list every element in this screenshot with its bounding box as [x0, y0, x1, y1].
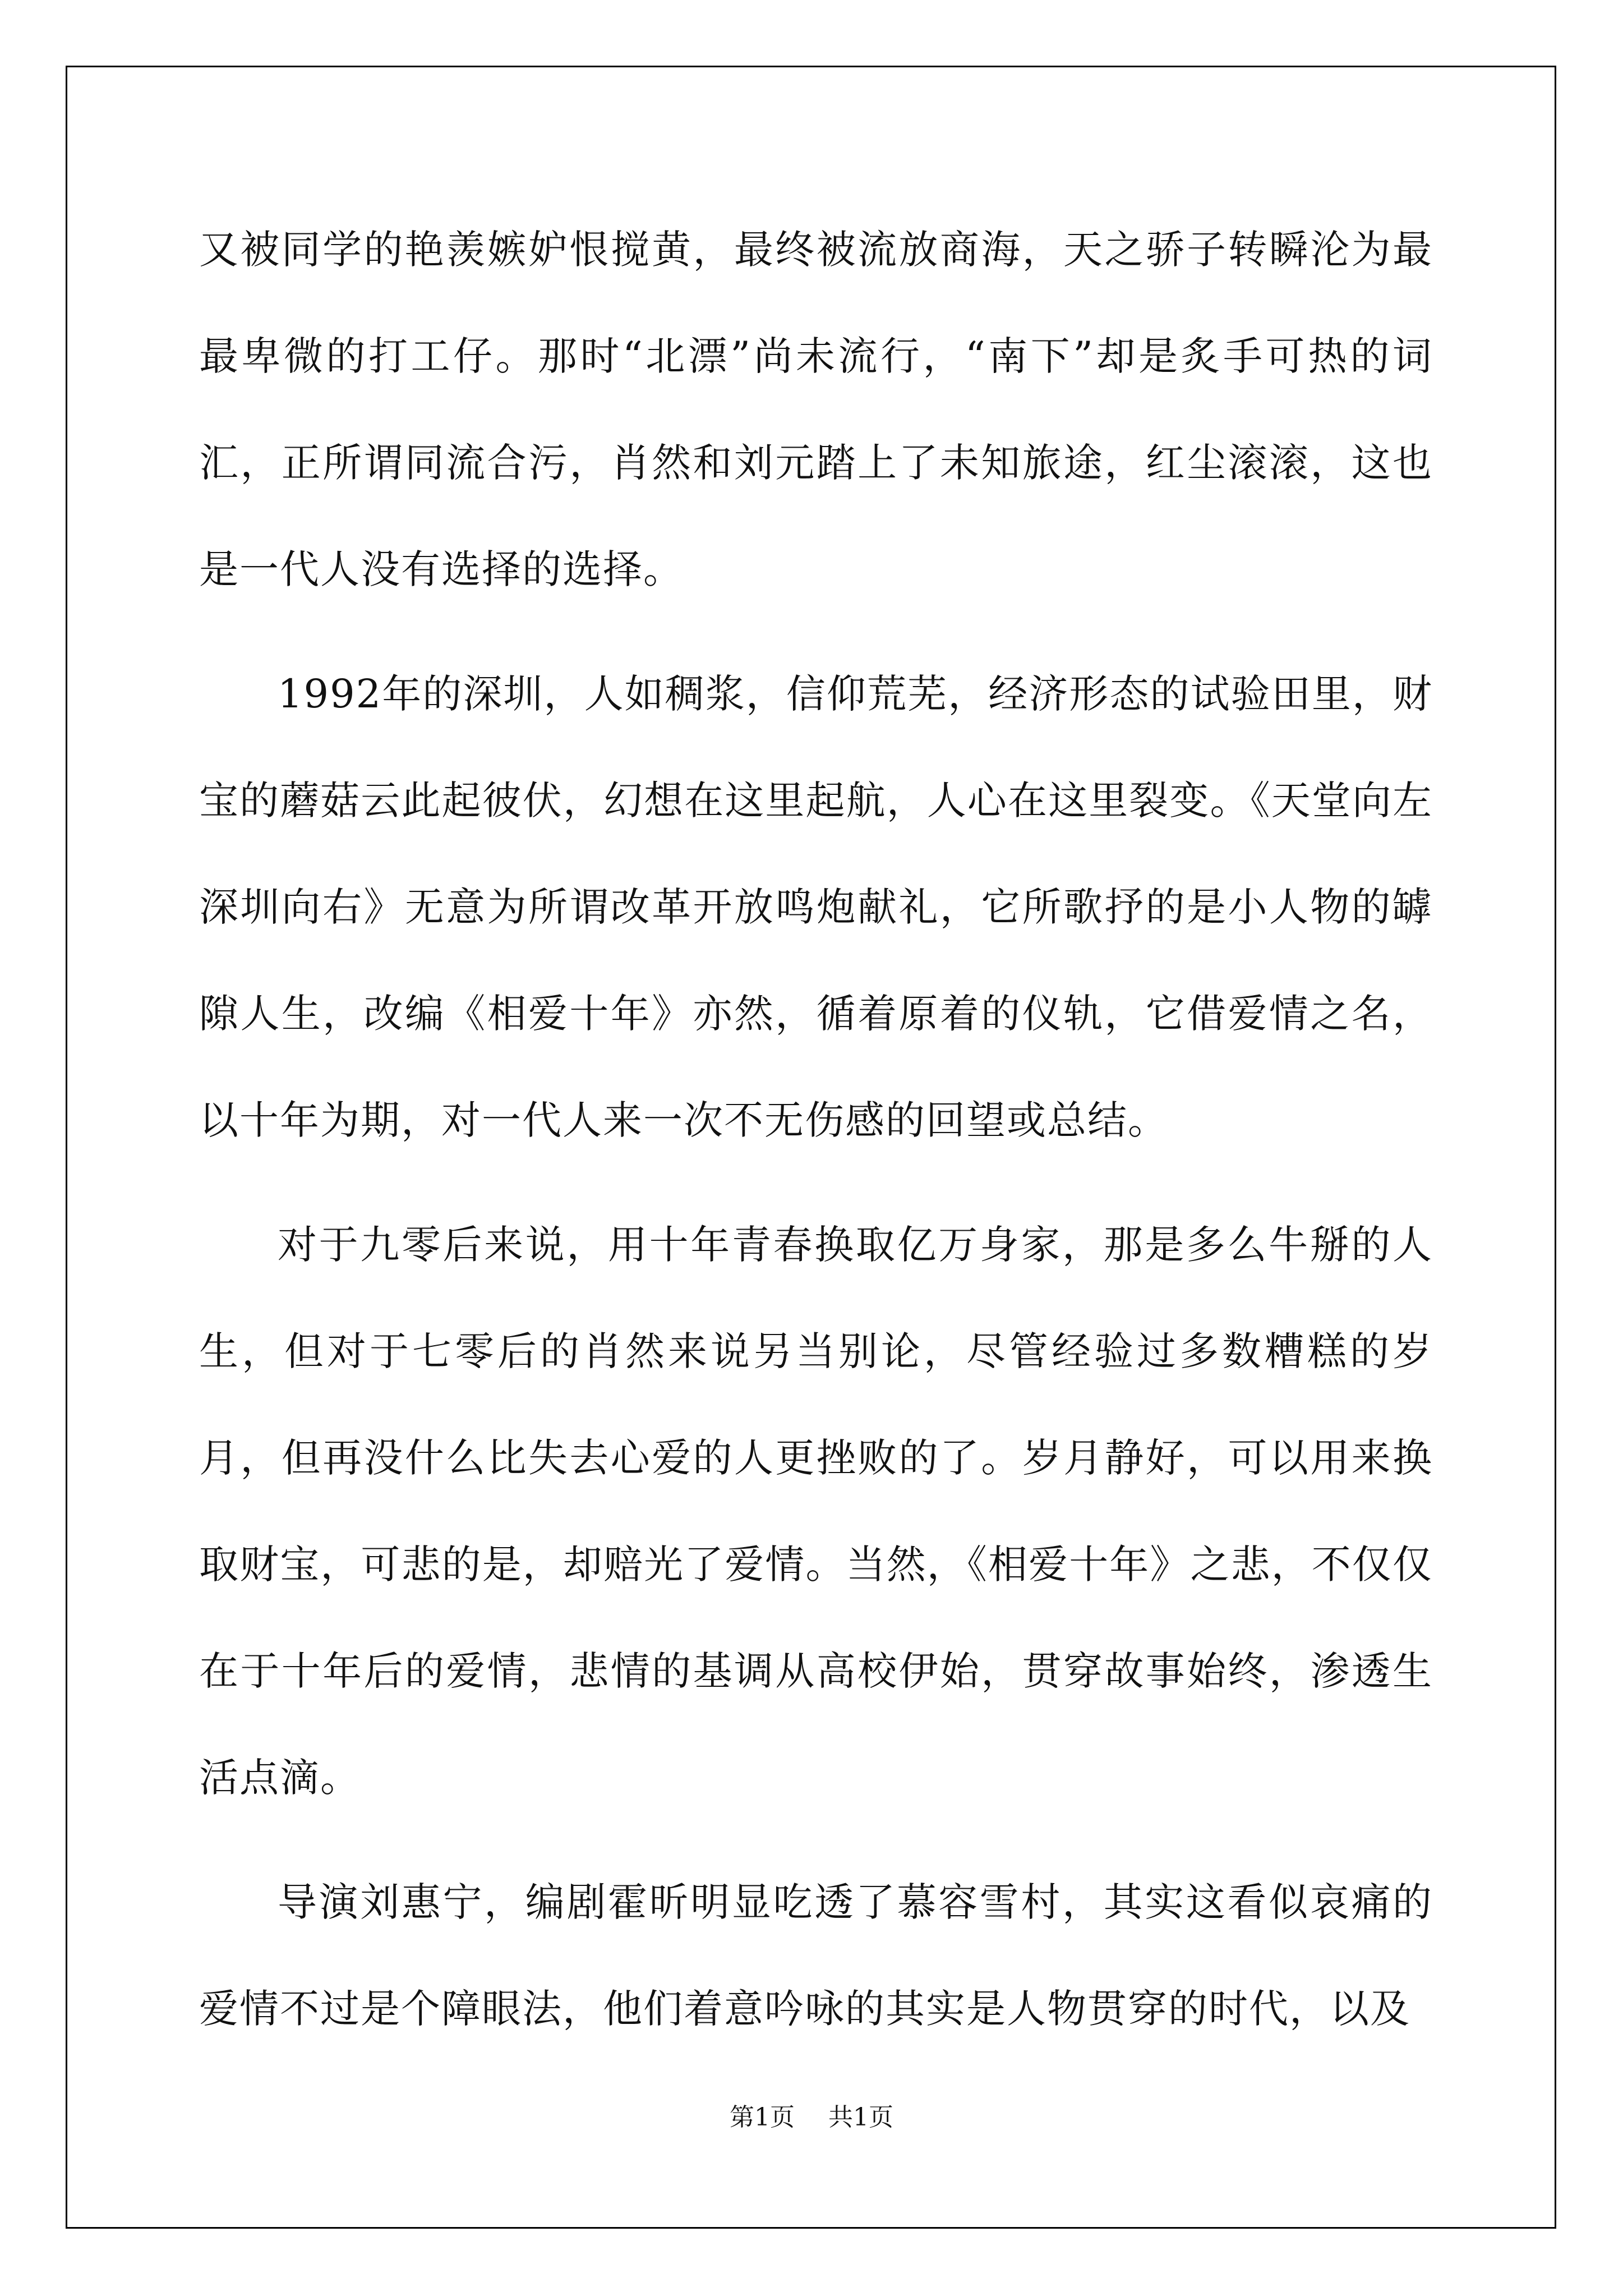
paragraph-4: 导演刘惠宁，编剧霍昕明显吃透了慕容雪村，其实这看似哀痛的爱情不过是个障眼法，他们着意吟咏的其实是人物贯穿的时代，以及: [199, 1879, 1433, 2032]
page-number: 第1页: [730, 2103, 795, 2132]
paragraph-1: 又被同学的艳羡嫉妒恨搅黄，最终被流放商海，天之骄子转瞬沦为最最卑微的打工仔。那时“北漂”尚未流行，“南下”却是炙手可热的词汇，正所谓同流合污，肖然和刘元踏上了未知旅途，红尘滚滚，这也是一代人没有选择的选择。: [199, 227, 1433, 592]
page-footer: [0, 2097, 1623, 2133]
paragraph-2: 1992年的深圳，人如稠浆，信仰荒芜，经济形态的试验田里，财宝的蘑菇云此起彼伏，幻想在这里起航，人心在这里裂变。《天堂向左深圳向右》无意为所谓改革开放鸣炮献礼，它所歌抒的是小人物的罅隙人生，改编《相爱十年》亦然，循着原着的仪轨，它借爱情之名，以十年为期，对一代人来一次不无伤感的回望或总结。: [199, 671, 1433, 1143]
page-total: 共1页: [828, 2103, 893, 2132]
paragraph-3: 对于九零后来说，用十年青春换取亿万身家，那是多么牛掰的人生，但对于七零后的肖然来说另当别论，尽管经验过多数糟糕的岁月，但再没什么比失去心爱的人更挫败的了。岁月静好，可以用来换取财宝，可悲的是，却赔光了爱情。当然，《相爱十年》之悲，不仅仅在于十年后的爱情，悲情的基调从高校伊始，贯穿故事始终，渗透生活点滴。: [199, 1222, 1433, 1801]
document-body: [199, 196, 1433, 2080]
